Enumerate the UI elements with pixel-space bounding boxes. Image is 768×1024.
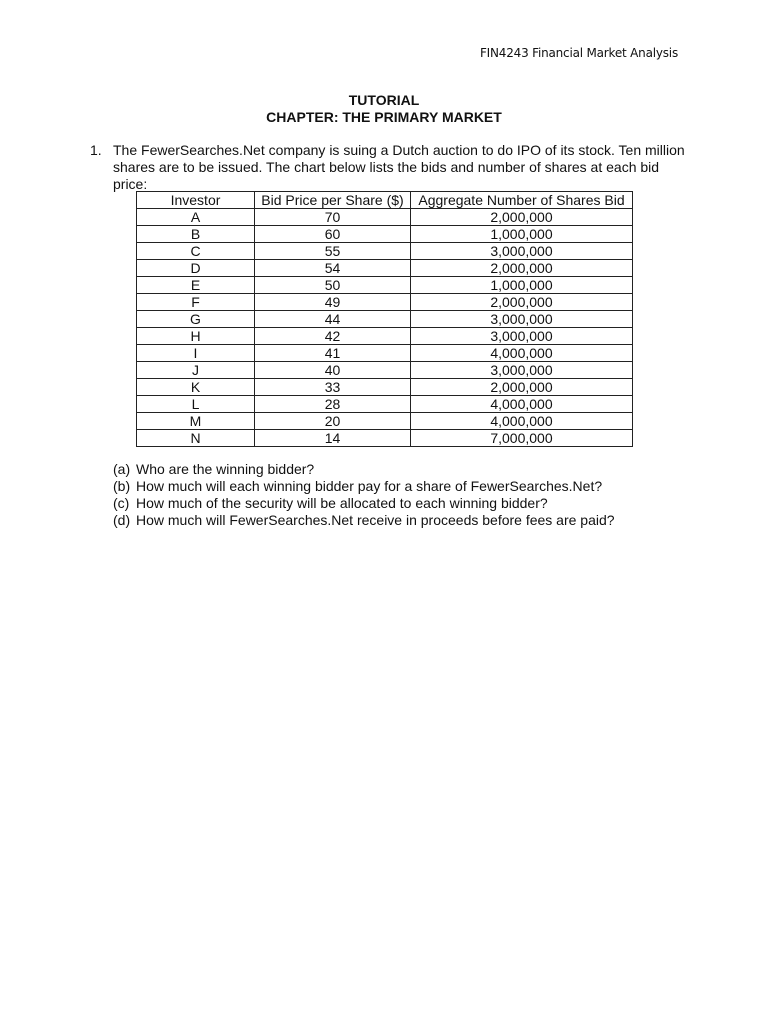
bid-price-cell: 60 — [255, 226, 411, 243]
table-row — [137, 277, 633, 294]
bid-price-cell: 42 — [255, 328, 411, 345]
investor-cell: A — [137, 209, 255, 226]
shares-cell: 4,000,000 — [411, 413, 633, 430]
sub-question-label: (b) — [113, 478, 131, 494]
investor-cell: F — [137, 294, 255, 311]
bid-price-cell: 70 — [255, 209, 411, 226]
investor-cell: N — [137, 430, 255, 447]
investor-cell: J — [137, 362, 255, 379]
shares-cell: 4,000,000 — [411, 396, 633, 413]
sub-question-d — [113, 512, 615, 529]
bids-table-header — [137, 192, 633, 209]
table-row — [137, 362, 633, 379]
question-1 — [90, 142, 690, 193]
bid-price-cell: 44 — [255, 311, 411, 328]
sub-question-a — [113, 461, 615, 478]
shares-cell: 3,000,000 — [411, 243, 633, 260]
investor-cell: H — [137, 328, 255, 345]
investor-cell: G — [137, 311, 255, 328]
sub-question-c — [113, 495, 615, 512]
bids-table-body — [137, 209, 633, 447]
table-row — [137, 294, 633, 311]
bid-price-cell: 40 — [255, 362, 411, 379]
shares-cell: 2,000,000 — [411, 379, 633, 396]
investor-cell: I — [137, 345, 255, 362]
shares-cell: 3,000,000 — [411, 328, 633, 345]
chapter-title: CHAPTER: THE PRIMARY MARKET — [266, 109, 502, 125]
table-row — [137, 260, 633, 277]
sub-questions — [113, 461, 615, 529]
investor-cell: K — [137, 379, 255, 396]
sub-question-text: Who are the winning bidder? — [136, 461, 315, 477]
header-row — [137, 192, 633, 209]
table-row — [137, 379, 633, 396]
table-row — [137, 413, 633, 430]
sub-question-label: (d) — [113, 512, 131, 528]
sub-question-text: How much of the security will be allocated to each winning bidder? — [136, 495, 548, 511]
investor-cell: D — [137, 260, 255, 277]
table-row — [137, 345, 633, 362]
sub-question-label: (a) — [113, 461, 131, 477]
shares-cell: 1,000,000 — [411, 226, 633, 243]
table-row — [137, 430, 633, 447]
course-header: FIN4243 Financial Market Analysis — [479, 46, 678, 60]
bid-price-cell: 14 — [255, 430, 411, 447]
tutorial-title: TUTORIAL — [348, 92, 420, 108]
sub-question-label: (c) — [113, 495, 130, 511]
bid-price-cell: 50 — [255, 277, 411, 294]
table-row — [137, 396, 633, 413]
bid-price-cell: 33 — [255, 379, 411, 396]
shares-cell: 1,000,000 — [411, 277, 633, 294]
bid-price-cell: 55 — [255, 243, 411, 260]
bid-price-cell: 20 — [255, 413, 411, 430]
shares-cell: 3,000,000 — [411, 311, 633, 328]
question-number: 1. — [90, 142, 102, 158]
investor-cell: C — [137, 243, 255, 260]
sub-question-text: How much will FewerSearches.Net receive in proceeds before fees are paid? — [136, 512, 615, 528]
investor-cell: L — [137, 396, 255, 413]
shares-cell: 2,000,000 — [411, 260, 633, 277]
header-bid-price: Bid Price per Share ($) — [255, 192, 411, 209]
bids-table — [136, 191, 633, 447]
shares-cell: 7,000,000 — [411, 430, 633, 447]
header-investor: Investor — [137, 192, 255, 209]
sub-question-text: How much will each winning bidder pay for a share of FewerSearches.Net? — [136, 478, 603, 494]
table-row — [137, 328, 633, 345]
investor-cell: B — [137, 226, 255, 243]
bid-price-cell: 54 — [255, 260, 411, 277]
table-row — [137, 243, 633, 260]
investor-cell: M — [137, 413, 255, 430]
bid-price-cell: 28 — [255, 396, 411, 413]
bid-price-cell: 41 — [255, 345, 411, 362]
investor-cell: E — [137, 277, 255, 294]
table-row — [137, 209, 633, 226]
shares-cell: 3,000,000 — [411, 362, 633, 379]
bid-price-cell: 49 — [255, 294, 411, 311]
header-shares: Aggregate Number of Shares Bid — [411, 192, 633, 209]
shares-cell: 2,000,000 — [411, 209, 633, 226]
shares-cell: 4,000,000 — [411, 345, 633, 362]
sub-question-b — [113, 478, 615, 495]
shares-cell: 2,000,000 — [411, 294, 633, 311]
table-row — [137, 226, 633, 243]
question-text: The FewerSearches.Net company is suing a Dutch auction to do IPO of its stock. Ten million shares are to be issued. The chart below lists the bids and number of shares at each bid price: — [113, 142, 685, 192]
table-row — [137, 311, 633, 328]
title-block — [0, 92, 768, 126]
